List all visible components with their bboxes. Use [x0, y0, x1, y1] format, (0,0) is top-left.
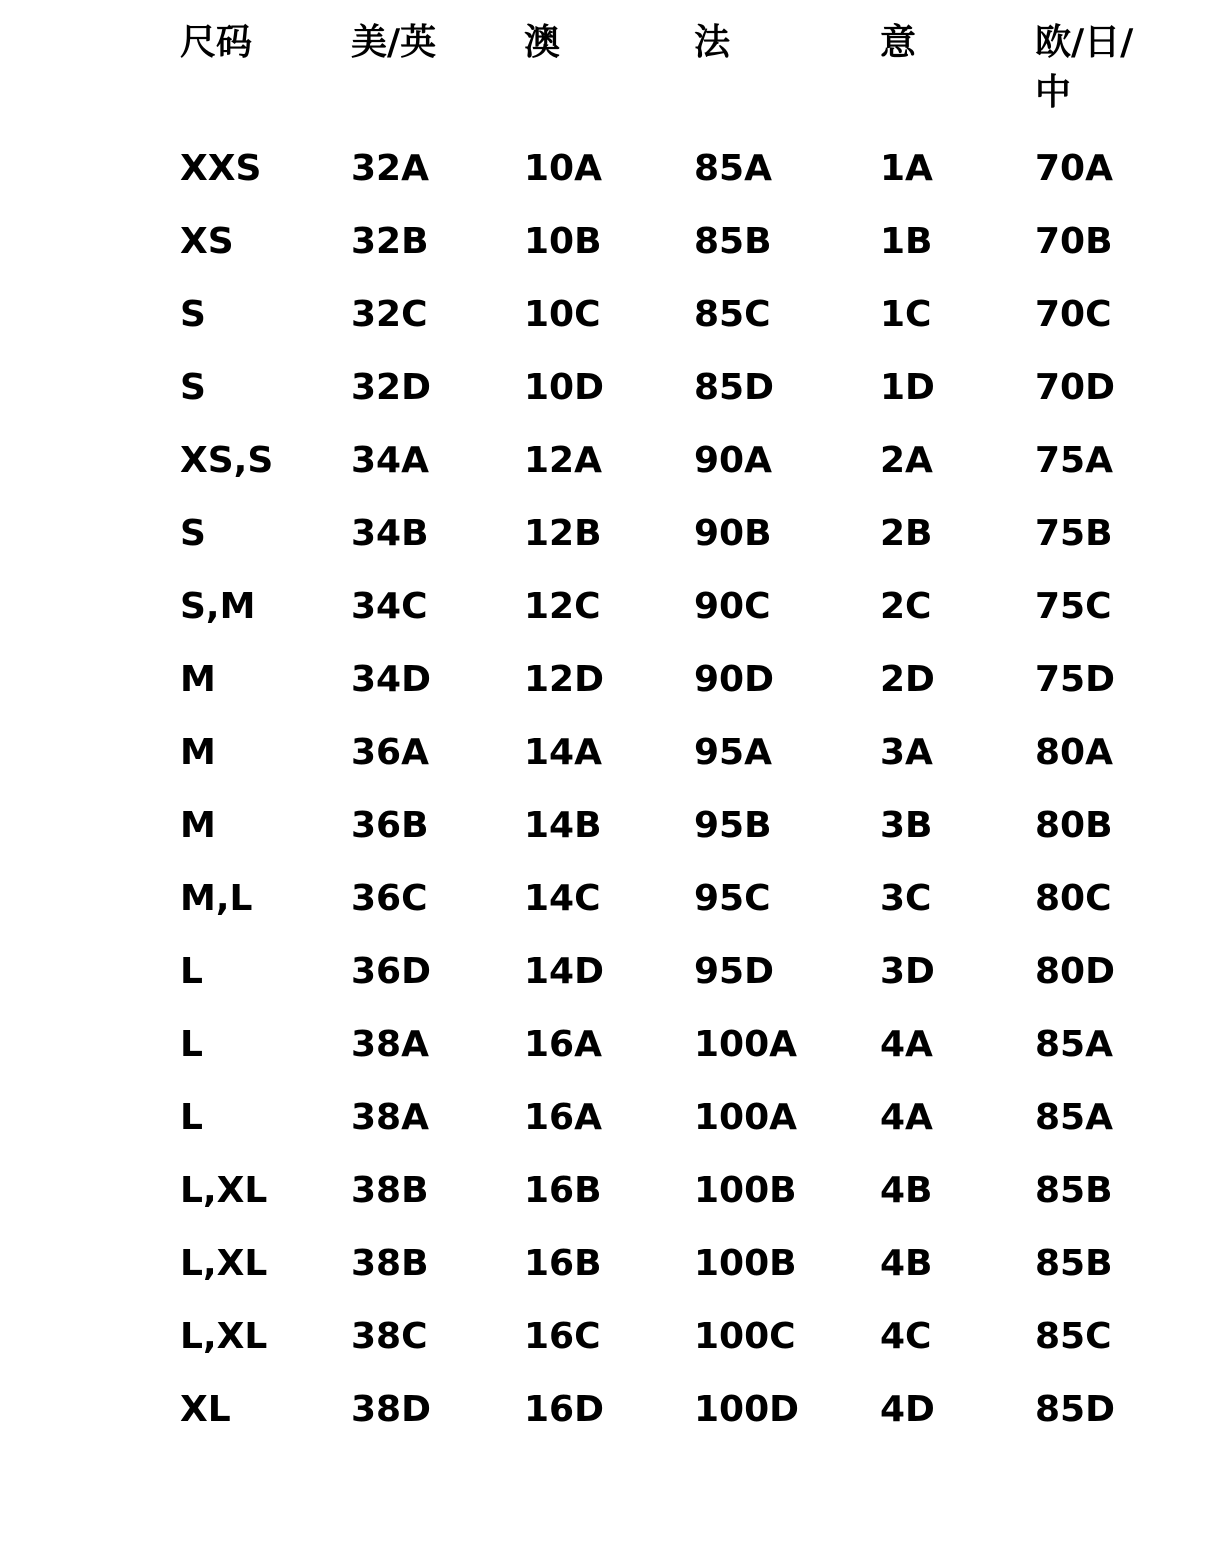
- cell-italy: 4B: [880, 1170, 933, 1211]
- cell-australia: 14D: [524, 951, 604, 992]
- cell-size: XXS: [180, 148, 262, 189]
- cell-size: XS: [180, 221, 234, 262]
- cell-eu-jp-cn: 85C: [1035, 1316, 1112, 1357]
- cell-eu-jp-cn: 80D: [1035, 951, 1115, 992]
- cell-us-uk: 36A: [351, 732, 429, 773]
- cell-size: S,M: [180, 586, 256, 627]
- table-row: [180, 1386, 1180, 1459]
- cell-france: 85A: [694, 148, 772, 189]
- table-row: [180, 1313, 1180, 1386]
- cell-france: 100A: [694, 1024, 798, 1065]
- cell-eu-jp-cn: 85D: [1035, 1389, 1115, 1430]
- cell-france: 85D: [694, 367, 774, 408]
- cell-france: 85B: [694, 221, 772, 262]
- cell-australia: 16B: [524, 1170, 602, 1211]
- table-row: [180, 291, 1180, 364]
- cell-france: 95D: [694, 951, 774, 992]
- table-row: [180, 510, 1180, 583]
- cell-italy: 2A: [880, 440, 933, 481]
- cell-eu-jp-cn: 85B: [1035, 1243, 1113, 1284]
- cell-australia: 12C: [524, 586, 601, 627]
- cell-france: 95B: [694, 805, 772, 846]
- cell-eu-jp-cn: 70B: [1035, 221, 1113, 262]
- cell-france: 100B: [694, 1170, 797, 1211]
- cell-france: 95C: [694, 878, 771, 919]
- cell-eu-jp-cn: 85A: [1035, 1097, 1113, 1138]
- cell-australia: 10D: [524, 367, 604, 408]
- cell-france: 90A: [694, 440, 772, 481]
- table-row: [180, 145, 1180, 218]
- cell-australia: 16C: [524, 1316, 601, 1357]
- cell-us-uk: 36C: [351, 878, 428, 919]
- cell-italy: 4A: [880, 1024, 933, 1065]
- cell-australia: 12B: [524, 513, 602, 554]
- cell-size: L,XL: [180, 1243, 268, 1284]
- cell-size: L: [180, 951, 203, 992]
- cell-france: 85C: [694, 294, 771, 335]
- cell-france: 90B: [694, 513, 772, 554]
- cell-italy: 3D: [880, 951, 935, 992]
- table-row: [180, 948, 1180, 1021]
- cell-italy: 1D: [880, 367, 935, 408]
- cell-italy: 1B: [880, 221, 933, 262]
- cell-us-uk: 32D: [351, 367, 431, 408]
- cell-us-uk: 32C: [351, 294, 428, 335]
- cell-size: XL: [180, 1389, 231, 1430]
- table-row: [180, 583, 1180, 656]
- cell-eu-jp-cn: 70D: [1035, 367, 1115, 408]
- table-row: [180, 437, 1180, 510]
- cell-italy: 2B: [880, 513, 933, 554]
- table-row: [180, 1167, 1180, 1240]
- table-row: [180, 875, 1180, 948]
- cell-size: L,XL: [180, 1170, 268, 1211]
- cell-australia: 14C: [524, 878, 601, 919]
- table-row: [180, 1021, 1180, 1094]
- cell-eu-jp-cn: 75B: [1035, 513, 1113, 554]
- cell-eu-jp-cn: 75C: [1035, 586, 1112, 627]
- cell-italy: 3B: [880, 805, 933, 846]
- header-row: [180, 18, 1180, 145]
- cell-size: S: [180, 367, 206, 408]
- cell-us-uk: 38B: [351, 1170, 429, 1211]
- table-row: [180, 729, 1180, 802]
- cell-us-uk: 36D: [351, 951, 431, 992]
- cell-australia: 16B: [524, 1243, 602, 1284]
- cell-australia: 14B: [524, 805, 602, 846]
- cell-us-uk: 34C: [351, 586, 428, 627]
- cell-eu-jp-cn: 70A: [1035, 148, 1113, 189]
- header-france: 法: [694, 22, 731, 63]
- cell-eu-jp-cn: 80B: [1035, 805, 1113, 846]
- cell-us-uk: 38C: [351, 1316, 428, 1357]
- cell-france: 95A: [694, 732, 772, 773]
- cell-us-uk: 34D: [351, 659, 431, 700]
- cell-size: S: [180, 513, 206, 554]
- table-row: [180, 1094, 1180, 1167]
- cell-france: 100A: [694, 1097, 798, 1138]
- cell-france: 90D: [694, 659, 774, 700]
- size-conversion-table: [180, 18, 1180, 1459]
- cell-italy: 3C: [880, 878, 932, 919]
- cell-france: 100C: [694, 1316, 796, 1357]
- cell-australia: 16D: [524, 1389, 604, 1430]
- table-row: [180, 218, 1180, 291]
- table-body: [180, 145, 1180, 1459]
- cell-us-uk: 38D: [351, 1389, 431, 1430]
- header-eu-jp-cn-label: 欧/日/中: [1035, 22, 1134, 113]
- cell-us-uk: 36B: [351, 805, 429, 846]
- cell-size: S: [180, 294, 206, 335]
- cell-australia: 16A: [524, 1097, 602, 1138]
- cell-size: L: [180, 1097, 203, 1138]
- cell-italy: 4B: [880, 1243, 933, 1284]
- cell-italy: 1C: [880, 294, 932, 335]
- cell-australia: 10C: [524, 294, 601, 335]
- cell-us-uk: 38A: [351, 1097, 429, 1138]
- cell-size: XS,S: [180, 440, 274, 481]
- table-header: [180, 18, 1180, 145]
- cell-australia: 10B: [524, 221, 602, 262]
- cell-size: L: [180, 1024, 203, 1065]
- cell-italy: 2D: [880, 659, 935, 700]
- table-row: [180, 656, 1180, 729]
- header-italy: 意: [880, 22, 917, 63]
- cell-france: 100B: [694, 1243, 797, 1284]
- cell-eu-jp-cn: 85A: [1035, 1024, 1113, 1065]
- cell-us-uk: 34A: [351, 440, 429, 481]
- cell-us-uk: 32A: [351, 148, 429, 189]
- header-us-uk: 美/英: [351, 22, 437, 63]
- cell-italy: 2C: [880, 586, 932, 627]
- cell-australia: 10A: [524, 148, 602, 189]
- cell-italy: 4C: [880, 1316, 932, 1357]
- cell-australia: 12D: [524, 659, 604, 700]
- cell-italy: 1A: [880, 148, 933, 189]
- cell-australia: 14A: [524, 732, 602, 773]
- cell-eu-jp-cn: 75D: [1035, 659, 1115, 700]
- cell-eu-jp-cn: 70C: [1035, 294, 1112, 335]
- cell-france: 90C: [694, 586, 771, 627]
- cell-us-uk: 34B: [351, 513, 429, 554]
- cell-eu-jp-cn: 85B: [1035, 1170, 1113, 1211]
- cell-eu-jp-cn: 75A: [1035, 440, 1113, 481]
- table-row: [180, 802, 1180, 875]
- cell-us-uk: 32B: [351, 221, 429, 262]
- cell-us-uk: 38A: [351, 1024, 429, 1065]
- cell-size: L,XL: [180, 1316, 268, 1357]
- table-row: [180, 1240, 1180, 1313]
- cell-size: M: [180, 659, 216, 700]
- cell-france: 100D: [694, 1389, 800, 1430]
- cell-eu-jp-cn: 80C: [1035, 878, 1112, 919]
- cell-italy: 3A: [880, 732, 933, 773]
- cell-australia: 16A: [524, 1024, 602, 1065]
- cell-eu-jp-cn: 80A: [1035, 732, 1113, 773]
- cell-us-uk: 38B: [351, 1243, 429, 1284]
- header-eu-jp-cn: [1035, 18, 1180, 145]
- cell-size: M: [180, 732, 216, 773]
- header-size: 尺码: [180, 22, 253, 63]
- header-australia: 澳: [524, 22, 561, 63]
- cell-italy: 4A: [880, 1097, 933, 1138]
- cell-size: M: [180, 805, 216, 846]
- cell-italy: 4D: [880, 1389, 935, 1430]
- cell-australia: 12A: [524, 440, 602, 481]
- table-row: [180, 364, 1180, 437]
- cell-size: M,L: [180, 878, 253, 919]
